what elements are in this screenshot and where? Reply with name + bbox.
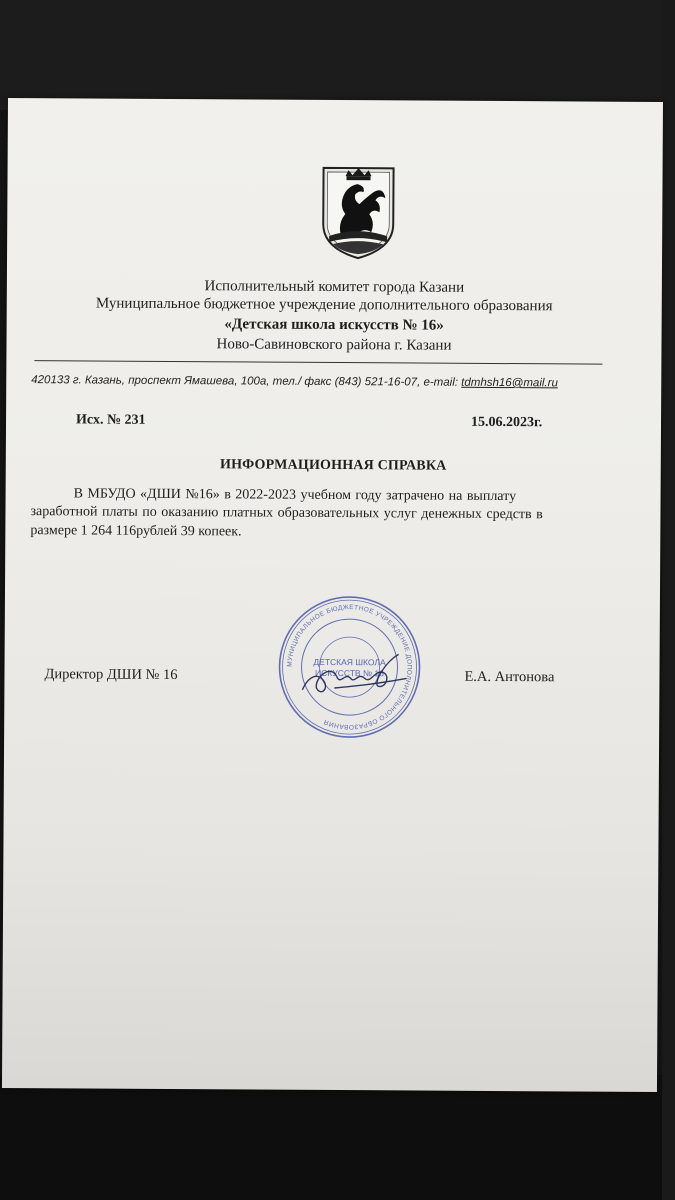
- document-title: ИНФОРМАЦИОННАЯ СПРАВКА: [219, 457, 447, 474]
- document-sheet: [2, 98, 663, 1092]
- stamp-ring-text: МУНИЦИПАЛЬНОЕ БЮДЖЕТНОЕ УЧРЕЖДЕНИЕ ДОПОЛНИТЕЛЬНОГО ОБРАЗОВАНИЯ: [286, 604, 413, 731]
- address-email: tdmhsh16@mail.ru: [461, 376, 558, 390]
- header-institution-type: Муниципальное бюджетное учреждение дополнительного образования: [95, 295, 553, 315]
- stamp-center-line-1: ДЕТСКАЯ ШКОЛА: [313, 656, 386, 668]
- header-district: Ново-Савиновского района г. Казани: [216, 336, 452, 354]
- kazan-coat-of-arms-icon: [319, 162, 398, 260]
- outgoing-date: 15.06.2023г.: [470, 414, 543, 431]
- address-text: 420133 г. Казань, проспект Ямашева, 100а, тел./ факс (843) 521-16-07, e-mail:: [31, 374, 462, 389]
- body-line-2: заработной платы по оказанию платных образовательных услуг денежных средств в: [30, 504, 543, 523]
- signature-name: Е.А. Антонова: [464, 668, 555, 686]
- background-top: [0, 0, 675, 110]
- stamp-center-line-2: ИСКУССТВ № 16: [315, 667, 384, 679]
- official-stamp: [274, 592, 425, 743]
- background-right: [662, 0, 675, 1200]
- body-line-3: размере 1 264 116рублей 39 копеек.: [30, 523, 242, 540]
- body-line-1: В МБУДО «ДШИ №16» в 2022-2023 учебном году затрачено на выплату: [73, 486, 517, 505]
- header-school-name: «Детская школа искусств № 16»: [224, 316, 444, 334]
- signature-position: Директор ДШИ № 16: [44, 666, 178, 684]
- outgoing-number: Исх. № 231: [75, 412, 146, 428]
- background-bottom: [0, 1075, 675, 1200]
- header-committee: Исполнительный комитет города Казани: [204, 278, 465, 296]
- header-divider: [34, 360, 602, 364]
- address-line: [31, 374, 558, 389]
